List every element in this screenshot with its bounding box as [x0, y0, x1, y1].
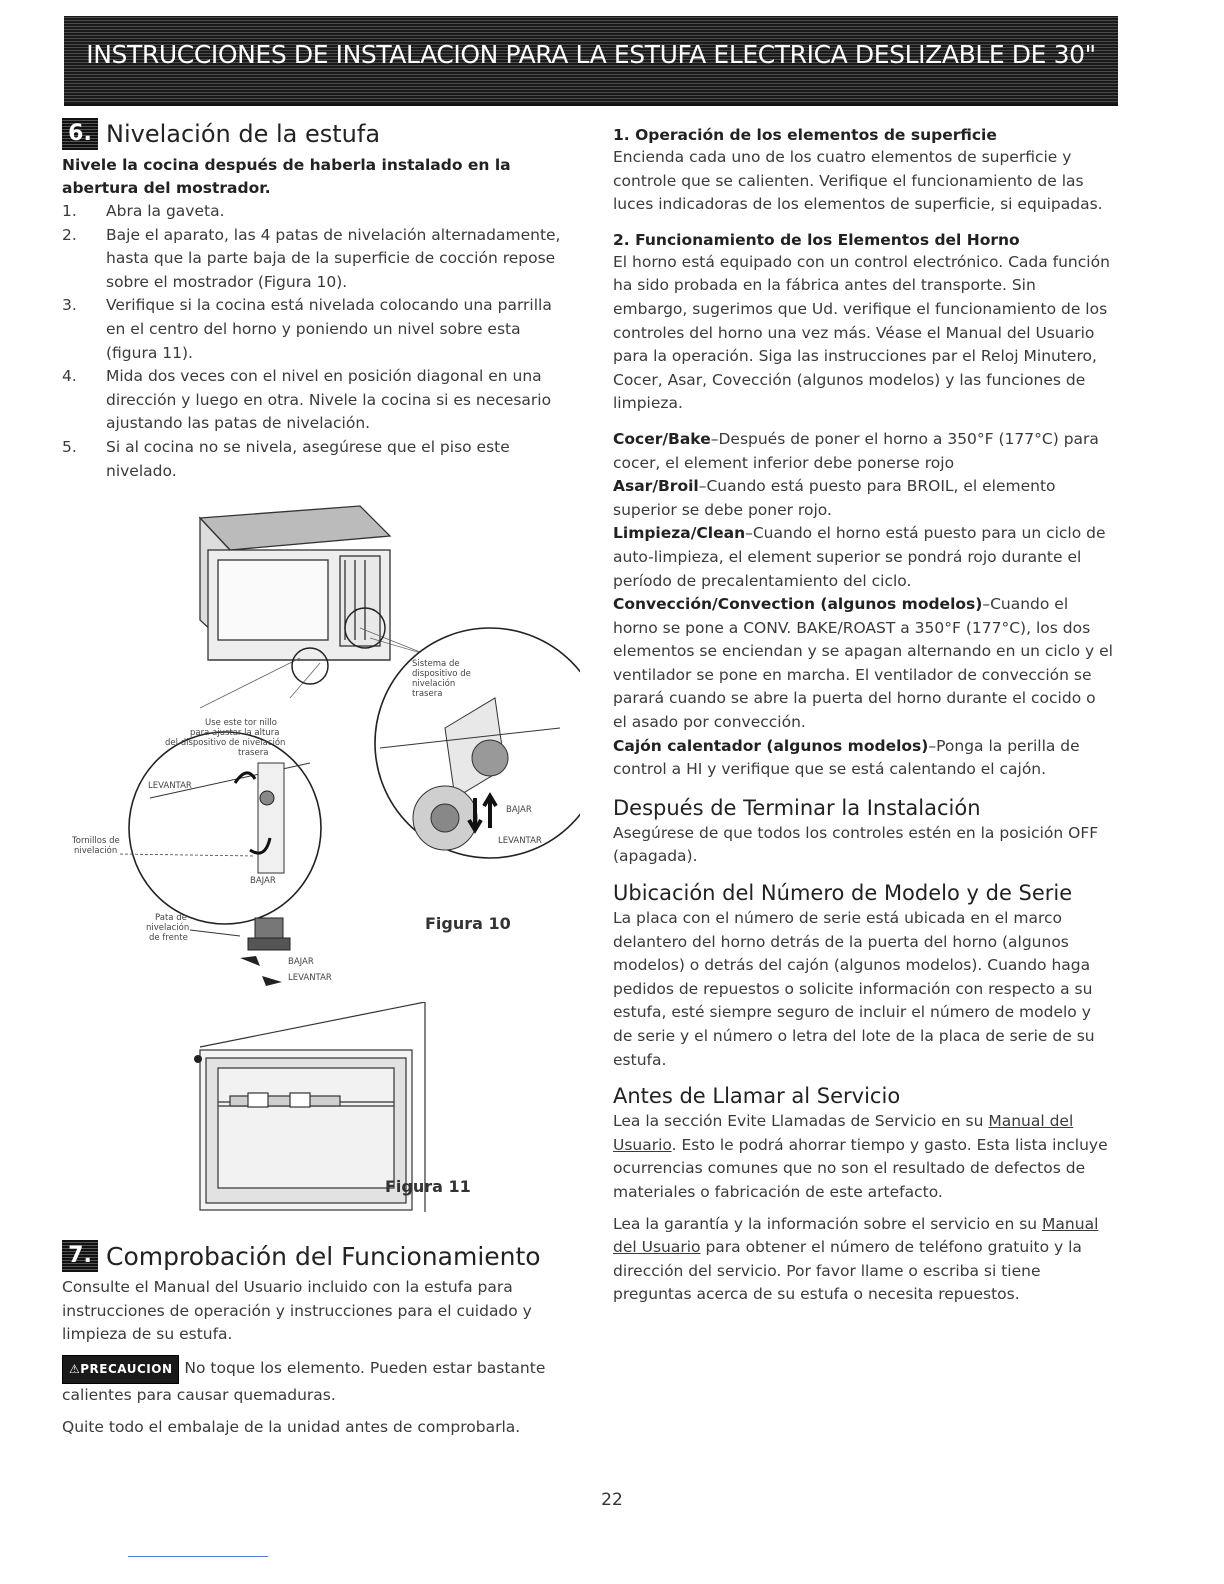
footer-rule: [128, 1556, 268, 1557]
op2-heading: 2. Funcionamiento de los Elementos del Horno: [613, 230, 1020, 249]
convection-paragraph: Convección/Convection (algunos modelos)–Cuando el horno se pone a CONV. BAKE/ROAST a 350°F (177°C), los dos elementos se enciendan y se apagan alternando en un ciclo y el ventilador se pone en marcha. El ventilador de convección se parará cuando se abre la puerta del horno durante el cocido o el asado por convección.: [613, 595, 1113, 732]
front-leg-detail: [190, 918, 290, 986]
rear-callout-line-4: trasera: [412, 689, 443, 699]
rear-callout-line-2: dispositivo de: [412, 669, 471, 679]
pata-bajar-label: BAJAR: [288, 957, 314, 967]
section-7-note: Quite todo el embalaje de la unidad antes de comprobarla.: [62, 1417, 521, 1436]
convection-term: Convección/Convection (algunos modelos): [613, 595, 983, 614]
section-7-intro: Consulte el Manual del Usuario incluido con la estufa para instrucciones de operación y instrucciones para el cuidado y limpieza de su estufa.: [62, 1278, 532, 1344]
page-number: 22: [601, 1490, 623, 1510]
tool-callout-line-4: trasera: [238, 748, 269, 758]
section-6-title: Nivelación de la estufa: [106, 120, 381, 148]
clean-paragraph: Limpieza/Clean–Cuando el horno está puesto para un ciclo de auto-limpieza, el element superior se pondrá rojo durante el período de precalentamiento del ciclo.: [613, 524, 1106, 590]
section-7-number: 7.: [62, 1240, 98, 1272]
manual-link-2[interactable]: Manual del Usuario: [613, 1214, 1099, 1257]
service-paragraph-1: Lea la sección Evite Llamadas de Servicio en su Manual del Usuario. Esto le podrá ahorrar tiempo y gasto. Esta lista incluye ocurrencias comunes que no son el resultado de defectos de materiales o fabricación de este artefacto.: [613, 1112, 1108, 1201]
broil-term: Asar/Broil: [613, 477, 699, 496]
rear-bajar-label: BAJAR: [506, 805, 532, 815]
list-item: 4. Mida dos veces con el nivel en posición diagonal en una dirección y luego en otra. Nivele la cocina si es necesario ajustando las patas de nivelación.: [62, 367, 552, 433]
model-number-heading: Ubicación del Número de Modelo y de Serie: [613, 881, 1073, 906]
list-item: 1. Abra la gaveta.: [62, 202, 225, 220]
tornillos-label-1: Tornillos de: [72, 836, 120, 846]
op2-text: El horno está equipado con un control electrónico. Cada función ha sido probada en la fábrica antes del transporte. Sin embargo, sugerimos que Ud. verifique el funcionamiento de los controles del horno una vez más. Véase el Manual del Usuario para la operación. Siga las instrucciones par el Reloj Minutero, Cocer, Asar, Covección (algunos modelos) y las funciones de limpieza.: [613, 252, 1110, 413]
pata-label-2: nivelación: [146, 923, 190, 933]
header-banner: [64, 16, 1118, 106]
op1-heading: 1. Operación de los elementos de superficie: [613, 126, 997, 144]
after-install-heading: Después de Terminar la Instalación: [613, 795, 981, 820]
pata-label-3: de frente: [149, 933, 188, 943]
figure-11-label: Figura 11: [385, 1177, 471, 1196]
list-item: 5. Si al cocina no se nivela, asegúrese que el piso este nivelado.: [62, 437, 510, 480]
banner-title: INSTRUCCIONES DE INSTALACION PARA LA ESTUFA ELECTRICA DESLIZABLE DE 30": [86, 40, 1096, 69]
rear-levantar-label: LEVANTAR: [498, 836, 542, 846]
caution-paragraph: [62, 1355, 572, 1408]
op1-text: Encienda cada uno de los cuatro elementos de superficie y controle que se calienten. Verifique el funcionamiento de las luces indicadoras de los elementos de superficie, si equipadas.: [613, 148, 1103, 214]
front-bajar-label: BAJAR: [250, 876, 276, 886]
section-6-heading: [62, 118, 567, 150]
left-column: [62, 118, 567, 483]
caution-text: No toque los elemento. Pueden estar bastante calientes para causar quemaduras.: [62, 1358, 546, 1405]
manual-link-1[interactable]: Manual del Usuario: [613, 1112, 1074, 1154]
broil-paragraph: Asar/Broil–Cuando está puesto para BROIL, el elemento superior se debe poner rojo.: [613, 477, 1056, 519]
section-7: [62, 1240, 572, 1440]
section-6-subtitle: Nivele la cocina después de haberla instalado en la abertura del mostrador.: [62, 156, 511, 197]
bake-paragraph: Cocer/Bake–Después de poner el horno a 350°F (177°C) para cocer, el element inferior debe ponerse rojo: [613, 429, 1099, 472]
pata-label-1: Pata de: [155, 913, 187, 923]
rear-callout-line-1: Sistema de: [412, 659, 460, 669]
tool-callout-line-2: para ajustar la altura: [190, 728, 280, 738]
service-paragraph-2: Lea la garantía y la información sobre el servicio en su Manual del Usuario para obtener el número de teléfono gratuito y la dirección del servicio. Por favor llame o escriba si tiene preguntas acerca de su estufa o necesita repuestos.: [613, 1214, 1099, 1304]
right-column: [613, 124, 1113, 1307]
model-number-text: La placa con el número de serie está ubicada en el marco delantero del horno detrás de la puerta del horno (algunos modelos) o detrás del cajón (algunos modelos). Cuando haga pedidos de repuestos o solicite información con respecto a su estufa, esté siempre seguro de incluir el número de modelo y de serie y el número o letra del lote de la placa de serie de su estufa.: [613, 909, 1095, 1069]
leveling-steps: [62, 200, 567, 483]
tornillos-label-2: nivelación: [74, 846, 118, 856]
caution-badge: ⚠PRECAUCION: [62, 1355, 179, 1385]
list-item: 3. Verifique si la cocina está nivelada colocando una parrilla en el centro del horno y poniendo un nivel sobre esta (figura 11).: [62, 296, 552, 362]
bake-term: Cocer/Bake: [613, 429, 711, 448]
tool-callout-line-3: del dispositivo de nivelación: [165, 738, 286, 748]
clean-term: Limpieza/Clean: [613, 524, 746, 543]
section-7-heading: [62, 1240, 572, 1272]
pata-levantar-label: LEVANTAR: [288, 973, 332, 983]
list-item: 2. Baje el aparato, las 4 patas de nivelación alternadamente, hasta que la parte baja de la superficie de cocción repose sobre el mostrador (Figura 10).: [62, 225, 561, 291]
drawer-term: Cajón calentador (algunos modelos): [613, 736, 929, 755]
section-7-title: Comprobación del Funcionamiento: [106, 1241, 541, 1271]
front-detail-circle: [129, 732, 321, 924]
rear-callout-line-3: nivelación: [412, 679, 456, 689]
after-install-text: Asegúrese de que todos los controles estén en la posición OFF (apagada).: [613, 823, 1099, 866]
range-appliance-drawing: [200, 506, 390, 660]
drawer-paragraph: Cajón calentador (algunos modelos)–Ponga la perilla de control a HI y verifique que se está calentando el cajón.: [613, 736, 1080, 779]
caution-label: PRECAUCION: [80, 1361, 173, 1376]
service-heading: Antes de Llamar al Servicio: [613, 1084, 901, 1109]
section-6-number: 6.: [62, 118, 98, 150]
front-levantar-label: LEVANTAR: [148, 781, 192, 791]
figure-10-label: Figura 10: [425, 914, 511, 933]
tool-callout-line-1: Use este tor nillo: [205, 718, 277, 728]
